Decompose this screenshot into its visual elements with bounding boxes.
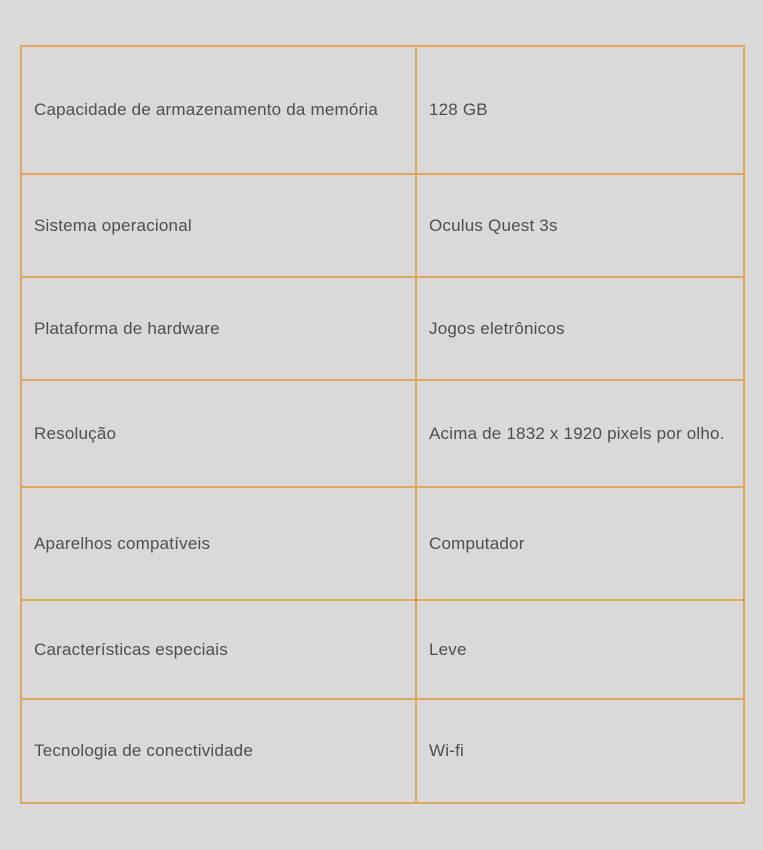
spec-label: Características especiais bbox=[21, 600, 416, 699]
spec-value: Leve bbox=[416, 600, 744, 699]
table-row bbox=[21, 46, 744, 174]
spec-value: Oculus Quest 3s bbox=[416, 174, 744, 277]
table-row bbox=[21, 699, 744, 803]
spec-value: 128 GB bbox=[416, 46, 744, 174]
spec-label: Sistema operacional bbox=[21, 174, 416, 277]
product-specs-table bbox=[20, 45, 745, 804]
spec-value: Computador bbox=[416, 487, 744, 600]
spec-label: Capacidade de armazenamento da memória bbox=[21, 46, 416, 174]
spec-label: Plataforma de hardware bbox=[21, 277, 416, 380]
table-row bbox=[21, 487, 744, 600]
table-row bbox=[21, 277, 744, 380]
spec-value: Jogos eletrônicos bbox=[416, 277, 744, 380]
table-row bbox=[21, 600, 744, 699]
spec-label: Tecnologia de conectividade bbox=[21, 699, 416, 803]
table-row bbox=[21, 174, 744, 277]
table-row bbox=[21, 380, 744, 487]
spec-label: Resolução bbox=[21, 380, 416, 487]
spec-label: Aparelhos compatíveis bbox=[21, 487, 416, 600]
spec-value: Wi-fi bbox=[416, 699, 744, 803]
spec-value: Acima de 1832 x 1920 pixels por olho. bbox=[416, 380, 744, 487]
